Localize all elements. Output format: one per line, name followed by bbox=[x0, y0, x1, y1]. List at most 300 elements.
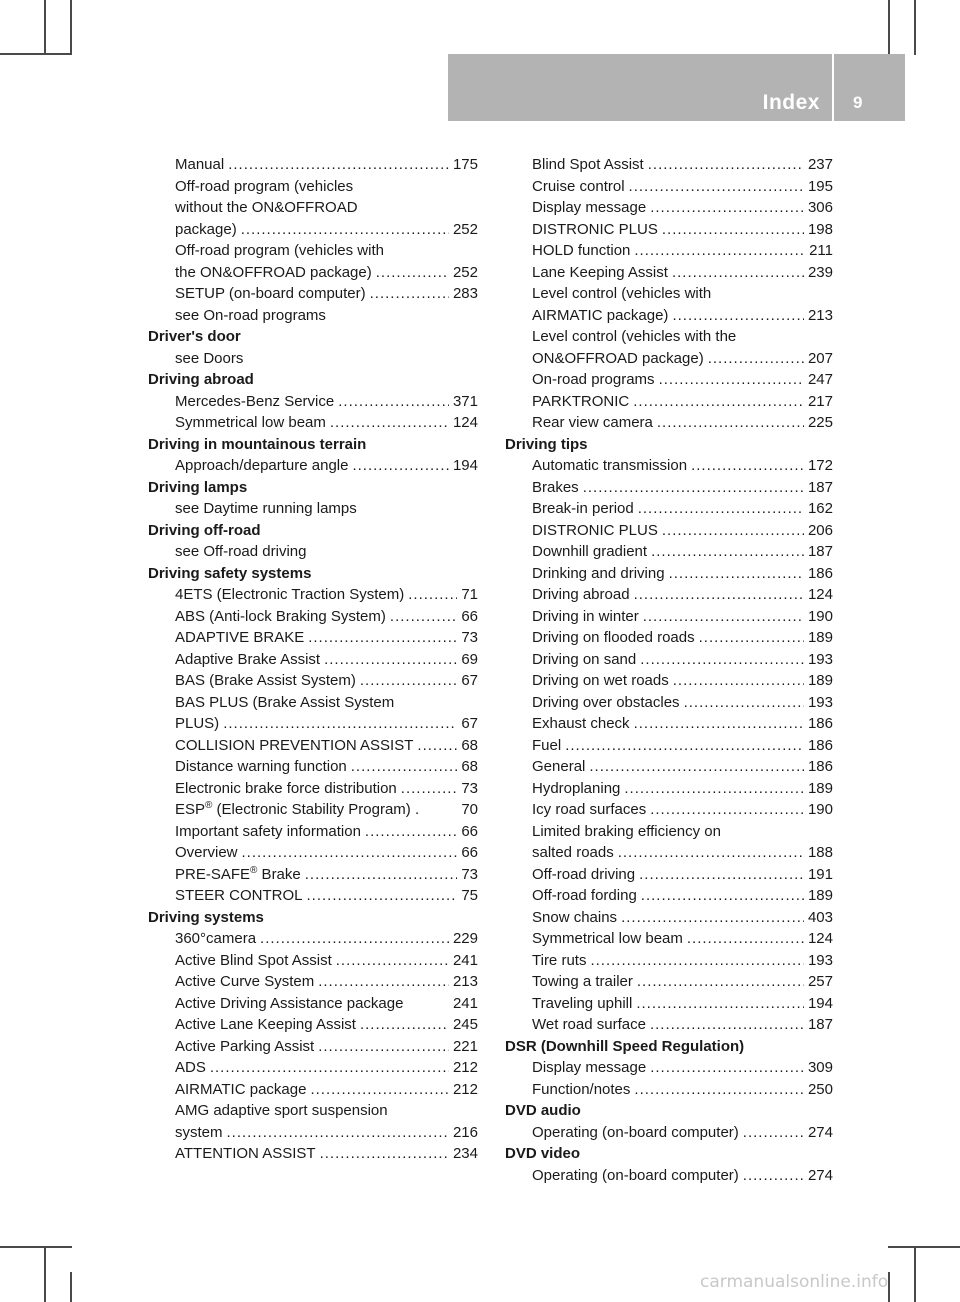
index-entry bbox=[148, 778, 478, 800]
index-entry bbox=[148, 262, 478, 284]
entry-label: Snow chains bbox=[532, 908, 618, 926]
index-entry bbox=[148, 606, 478, 628]
index-entry bbox=[148, 885, 478, 907]
dot-leader bbox=[637, 971, 804, 993]
index-entry bbox=[505, 864, 833, 886]
entry-page: 191 bbox=[807, 865, 833, 883]
entry-label: AIRMATIC package) bbox=[532, 306, 669, 324]
entry-page: 193 bbox=[807, 693, 833, 711]
entry-label: ABS (Anti-lock Braking System) bbox=[175, 607, 386, 625]
entry-label: Approach/departure angle bbox=[175, 457, 349, 474]
index-heading: Driving tips bbox=[505, 435, 588, 453]
entry-page: 187 bbox=[807, 1016, 833, 1033]
entry-label: ESP® (Electronic Stability Program) . bbox=[175, 800, 420, 818]
index-entry bbox=[505, 154, 833, 176]
dot-leader bbox=[634, 240, 805, 262]
entry-page: 306 bbox=[807, 199, 833, 216]
dot-leader bbox=[360, 1014, 449, 1036]
dot-leader bbox=[639, 864, 804, 886]
index-entry-text: Off-road program (vehicles bbox=[175, 177, 354, 195]
index-heading: Driving safety systems bbox=[148, 564, 312, 582]
entry-page: 252 bbox=[452, 263, 478, 281]
entry-label: Blind Spot Assist bbox=[532, 156, 644, 173]
entry-page: 75 bbox=[461, 887, 478, 904]
entry-label: Manual bbox=[175, 156, 225, 173]
dot-leader bbox=[589, 756, 804, 778]
dot-leader bbox=[651, 541, 804, 563]
entry-page: 239 bbox=[807, 263, 833, 281]
index-entry-text: Level control (vehicles with the bbox=[532, 328, 737, 345]
entry-page: 212 bbox=[452, 1059, 478, 1076]
index-entry bbox=[148, 799, 478, 821]
entry-label: Active Parking Assist bbox=[175, 1037, 315, 1055]
entry-label: General bbox=[532, 758, 586, 775]
entry-page: 194 bbox=[452, 457, 478, 474]
dot-leader bbox=[650, 1014, 804, 1036]
index-entry-text: see On-road programs bbox=[175, 306, 326, 324]
entry-label: Driving in winter bbox=[532, 607, 639, 625]
dot-leader bbox=[650, 1057, 804, 1079]
entry-label: 4ETS (Electronic Traction System) bbox=[175, 586, 405, 603]
entry-label: Break-in period bbox=[532, 500, 634, 517]
crop-mark bbox=[0, 53, 70, 55]
entry-label: Display message bbox=[532, 1059, 647, 1076]
dot-leader bbox=[657, 412, 804, 434]
index-entry bbox=[505, 584, 833, 606]
entry-page: 274 bbox=[807, 1123, 833, 1141]
index-entry bbox=[148, 971, 478, 993]
entry-page: 189 bbox=[807, 887, 833, 904]
index-entry-text: Level control (vehicles with bbox=[532, 285, 712, 302]
entry-label: Mercedes-Benz Service bbox=[175, 392, 335, 410]
dot-leader bbox=[583, 477, 804, 499]
index-entry-text: see Doors bbox=[175, 349, 244, 367]
index-entry-text: AMG adaptive sport suspension bbox=[175, 1102, 388, 1119]
entry-page: 187 bbox=[807, 478, 833, 496]
entry-label: 360°camera bbox=[175, 930, 257, 947]
entry-label: Wet road surface bbox=[532, 1016, 646, 1033]
index-entry bbox=[505, 262, 833, 284]
entry-page: 175 bbox=[452, 156, 478, 173]
entry-label: PARKTRONIC bbox=[532, 392, 630, 410]
index-entry bbox=[505, 928, 833, 950]
entry-page: 73 bbox=[461, 629, 478, 646]
crop-mark bbox=[914, 1246, 916, 1302]
entry-label: STEER CONTROL bbox=[175, 887, 303, 904]
dot-leader bbox=[336, 950, 449, 972]
crop-mark bbox=[44, 1246, 46, 1302]
entry-label: Towing a trailer bbox=[532, 973, 633, 990]
index-entry bbox=[505, 1165, 833, 1187]
index-heading: DVD video bbox=[505, 1145, 581, 1162]
entry-label: Driving over obstacles bbox=[532, 693, 680, 711]
entry-page: 241 bbox=[452, 951, 478, 969]
index-heading: Driving systems bbox=[148, 908, 264, 926]
entry-page: 257 bbox=[807, 973, 833, 990]
entry-label: Driving on flooded roads bbox=[532, 629, 695, 646]
index-entry bbox=[505, 477, 833, 499]
index-entry bbox=[505, 885, 833, 907]
dot-leader bbox=[260, 928, 449, 950]
entry-label: Electronic brake force distribution bbox=[175, 779, 397, 797]
entry-page: 190 bbox=[807, 607, 833, 625]
entry-label: Automatic transmission bbox=[532, 457, 688, 474]
dot-leader bbox=[634, 584, 804, 606]
entry-page: 403 bbox=[807, 908, 833, 926]
dot-leader bbox=[590, 950, 804, 972]
dot-leader bbox=[318, 971, 449, 993]
entry-page: 187 bbox=[807, 543, 833, 560]
entry-label: HOLD function bbox=[532, 242, 631, 259]
entry-page: 71 bbox=[461, 586, 478, 603]
index-entry bbox=[505, 670, 833, 692]
entry-page: 221 bbox=[452, 1037, 478, 1055]
entry-page: 70 bbox=[461, 801, 478, 818]
entry-label: Driving abroad bbox=[532, 586, 630, 603]
entry-label: DISTRONIC PLUS bbox=[532, 521, 658, 539]
index-entry bbox=[148, 1143, 478, 1165]
index-heading: Driver's door bbox=[148, 328, 241, 345]
index-entry bbox=[505, 778, 833, 800]
index-entry bbox=[148, 993, 478, 1015]
dot-leader bbox=[659, 369, 804, 391]
index-entry-text: without the ON&OFFROAD bbox=[175, 199, 358, 216]
page-number: 9 bbox=[853, 93, 863, 112]
entry-page: 237 bbox=[807, 156, 833, 173]
index-entry bbox=[505, 520, 833, 542]
entry-label: Driving on sand bbox=[532, 650, 637, 668]
index-entry bbox=[148, 455, 478, 477]
index-entry bbox=[505, 219, 833, 241]
index-entry bbox=[505, 1079, 833, 1101]
entry-page: 67 bbox=[461, 672, 478, 689]
index-entry bbox=[505, 692, 833, 714]
index-entry bbox=[505, 391, 833, 413]
dot-leader bbox=[633, 391, 804, 413]
index-entry bbox=[148, 1036, 478, 1058]
entry-page: 213 bbox=[452, 973, 478, 990]
entry-label: Hydroplaning bbox=[532, 779, 621, 797]
entry-page: 252 bbox=[452, 220, 478, 238]
dot-leader bbox=[634, 713, 804, 735]
entry-page: 66 bbox=[461, 844, 478, 861]
index-entry bbox=[505, 1122, 833, 1144]
index-column-right bbox=[505, 154, 833, 1186]
entry-page: 172 bbox=[807, 457, 833, 474]
dot-leader bbox=[417, 735, 457, 757]
section-title: Index bbox=[762, 91, 820, 114]
index-entry bbox=[505, 369, 833, 391]
index-entry bbox=[148, 412, 478, 434]
entry-label: Operating (on-board computer) bbox=[532, 1123, 739, 1141]
dot-leader bbox=[621, 907, 804, 929]
entry-label: Downhill gradient bbox=[532, 543, 648, 560]
dot-leader bbox=[638, 498, 804, 520]
watermark: carmanualsonline.info bbox=[700, 1272, 889, 1292]
entry-label: Driving on wet roads bbox=[532, 672, 669, 689]
entry-page: 234 bbox=[452, 1145, 478, 1162]
dot-leader bbox=[743, 1122, 804, 1144]
entry-page: 186 bbox=[807, 564, 833, 582]
entry-label: ADAPTIVE BRAKE bbox=[175, 629, 305, 646]
entry-label: Off-road driving bbox=[532, 865, 636, 883]
entry-page: 309 bbox=[807, 1059, 833, 1076]
crop-mark bbox=[70, 0, 72, 55]
entry-label: Drinking and driving bbox=[532, 564, 665, 582]
index-heading: Driving in mountainous terrain bbox=[148, 435, 367, 453]
dot-leader bbox=[310, 1079, 449, 1101]
dot-leader bbox=[650, 799, 804, 821]
dot-leader bbox=[338, 391, 449, 413]
index-entry bbox=[148, 219, 478, 241]
index-entry bbox=[505, 756, 833, 778]
entry-page: 217 bbox=[807, 392, 833, 410]
dot-leader bbox=[684, 692, 804, 714]
entry-page: 124 bbox=[807, 586, 833, 603]
entry-label: Icy road surfaces bbox=[532, 801, 647, 818]
entry-page: 245 bbox=[452, 1016, 478, 1033]
entry-page: 193 bbox=[807, 951, 833, 969]
entry-page: 247 bbox=[807, 371, 833, 388]
index-entry bbox=[148, 842, 478, 864]
entry-page: 73 bbox=[461, 779, 478, 797]
entry-page: 216 bbox=[452, 1123, 478, 1141]
dot-leader bbox=[699, 627, 804, 649]
crop-mark bbox=[0, 1246, 72, 1248]
entry-label: ATTENTION ASSIST bbox=[175, 1145, 316, 1162]
index-entry bbox=[148, 154, 478, 176]
dot-leader bbox=[629, 176, 804, 198]
index-entry bbox=[148, 1014, 478, 1036]
index-entry bbox=[148, 1079, 478, 1101]
entry-page: 73 bbox=[461, 865, 478, 883]
dot-leader bbox=[360, 670, 457, 692]
index-entry bbox=[505, 627, 833, 649]
entry-label: SETUP (on-board computer) bbox=[175, 285, 366, 302]
entry-label: PRE-SAFE® Brake bbox=[175, 864, 301, 883]
entry-page: 68 bbox=[461, 736, 478, 754]
entry-label: Tire ruts bbox=[532, 951, 587, 969]
dot-leader bbox=[365, 821, 457, 843]
crop-mark bbox=[888, 1246, 960, 1248]
index-entry bbox=[505, 412, 833, 434]
dot-leader bbox=[318, 1036, 449, 1058]
dot-leader bbox=[210, 1057, 449, 1079]
index-entry bbox=[505, 799, 833, 821]
index-entry bbox=[505, 541, 833, 563]
entry-label: Function/notes bbox=[532, 1080, 631, 1098]
index-entry bbox=[505, 176, 833, 198]
index-entry bbox=[148, 584, 478, 606]
index-entry bbox=[148, 950, 478, 972]
dot-leader bbox=[662, 219, 804, 241]
dot-leader bbox=[691, 455, 804, 477]
dot-leader bbox=[376, 262, 449, 284]
entry-label: Off-road fording bbox=[532, 887, 637, 904]
dot-leader bbox=[565, 735, 804, 757]
entry-page: 189 bbox=[807, 672, 833, 689]
index-entry bbox=[505, 498, 833, 520]
entry-label: Display message bbox=[532, 199, 647, 216]
entry-label: Traveling uphill bbox=[532, 994, 633, 1012]
entry-page: 66 bbox=[461, 607, 478, 625]
entry-label: Rear view camera bbox=[532, 414, 653, 431]
index-entry bbox=[505, 1057, 833, 1079]
entry-label: Cruise control bbox=[532, 177, 625, 195]
dot-leader bbox=[241, 219, 449, 241]
index-entry bbox=[505, 455, 833, 477]
entry-page: 212 bbox=[452, 1080, 478, 1098]
dot-leader bbox=[228, 154, 449, 176]
entry-label: BAS (Brake Assist System) bbox=[175, 672, 356, 689]
dot-leader bbox=[624, 778, 804, 800]
dot-leader bbox=[672, 305, 804, 327]
index-entry bbox=[148, 735, 478, 757]
entry-page: 194 bbox=[807, 994, 833, 1012]
dot-leader bbox=[743, 1165, 804, 1187]
entry-page: 274 bbox=[807, 1166, 833, 1184]
dot-leader bbox=[708, 348, 804, 370]
index-entry bbox=[148, 756, 478, 778]
entry-label: Operating (on-board computer) bbox=[532, 1166, 739, 1184]
entry-page: 186 bbox=[807, 758, 833, 775]
index-entry bbox=[505, 606, 833, 628]
dot-leader bbox=[324, 649, 457, 671]
dot-leader bbox=[643, 606, 804, 628]
entry-page: 186 bbox=[807, 715, 833, 732]
entry-label: Adaptive Brake Assist bbox=[175, 650, 321, 668]
dot-leader bbox=[408, 584, 457, 606]
index-entry bbox=[505, 842, 833, 864]
index-entry bbox=[505, 713, 833, 735]
index-entry bbox=[148, 391, 478, 413]
index-entry bbox=[148, 821, 478, 843]
index-entry-text: see Daytime running lamps bbox=[175, 500, 357, 517]
index-heading: Driving off-road bbox=[148, 521, 261, 539]
index-entry bbox=[505, 649, 833, 671]
entry-label: Brakes bbox=[532, 478, 579, 496]
index-entry-text: Off-road program (vehicles with bbox=[175, 242, 384, 259]
index-entry-text: Limited braking efficiency on bbox=[532, 822, 721, 840]
dot-leader bbox=[308, 627, 457, 649]
index-entry bbox=[148, 713, 478, 735]
dot-leader bbox=[618, 842, 804, 864]
index-entry-text: BAS PLUS (Brake Assist System bbox=[175, 693, 395, 711]
entry-page: 124 bbox=[452, 414, 478, 431]
entry-page: 193 bbox=[807, 650, 833, 668]
index-heading: Driving lamps bbox=[148, 478, 248, 496]
entry-label: DISTRONIC PLUS bbox=[532, 220, 658, 238]
entry-label: AIRMATIC package bbox=[175, 1080, 307, 1098]
entry-label: COLLISION PREVENTION ASSIST bbox=[175, 736, 414, 754]
index-heading: DSR (Downhill Speed Regulation) bbox=[505, 1037, 745, 1055]
entry-page: 189 bbox=[807, 779, 833, 797]
index-entry bbox=[148, 627, 478, 649]
entry-label: Lane Keeping Assist bbox=[532, 263, 668, 281]
entry-page: 124 bbox=[807, 930, 833, 947]
index-entry bbox=[505, 950, 833, 972]
entry-label: Active Driving Assistance package bbox=[175, 994, 404, 1012]
dot-leader bbox=[640, 649, 804, 671]
entry-label: Symmetrical low beam bbox=[532, 930, 683, 947]
entry-page: 188 bbox=[807, 844, 833, 861]
dot-leader bbox=[673, 670, 804, 692]
index-entry bbox=[505, 735, 833, 757]
dot-leader bbox=[320, 1143, 449, 1165]
dot-leader bbox=[648, 154, 804, 176]
index-column-left bbox=[148, 154, 478, 1165]
entry-label: Symmetrical low beam bbox=[175, 414, 326, 431]
entry-page: 198 bbox=[807, 220, 833, 238]
index-entry bbox=[148, 864, 478, 886]
entry-label: Overview bbox=[175, 844, 238, 861]
entry-label: ON&OFFROAD package) bbox=[532, 349, 704, 367]
dot-leader bbox=[641, 885, 804, 907]
entry-label: Active Blind Spot Assist bbox=[175, 951, 332, 969]
index-heading: Driving abroad bbox=[148, 371, 254, 388]
index-entry bbox=[148, 1122, 478, 1144]
entry-label: On-road programs bbox=[532, 371, 655, 388]
entry-page: 68 bbox=[461, 758, 478, 775]
dot-leader bbox=[242, 842, 458, 864]
index-entry bbox=[148, 283, 478, 305]
entry-label: system bbox=[175, 1123, 223, 1141]
index-entry bbox=[505, 348, 833, 370]
entry-page: 69 bbox=[461, 650, 478, 668]
crop-mark bbox=[914, 0, 916, 55]
entry-page: 206 bbox=[807, 521, 833, 539]
entry-label: the ON&OFFROAD package) bbox=[175, 263, 372, 281]
index-entry bbox=[505, 993, 833, 1015]
entry-label: Exhaust check bbox=[532, 715, 630, 732]
index-entry bbox=[505, 305, 833, 327]
index-entry bbox=[505, 563, 833, 585]
dot-leader bbox=[330, 412, 449, 434]
entry-label: Important safety information bbox=[175, 822, 361, 840]
index-entry bbox=[148, 670, 478, 692]
entry-page: 162 bbox=[807, 500, 833, 517]
entry-label: ADS bbox=[175, 1059, 206, 1076]
crop-mark bbox=[44, 0, 46, 55]
dot-leader bbox=[672, 262, 804, 284]
dot-leader bbox=[352, 455, 449, 477]
entry-page: 189 bbox=[807, 629, 833, 646]
entry-page: 225 bbox=[807, 414, 833, 431]
index-heading: DVD audio bbox=[505, 1102, 581, 1119]
index-entry bbox=[505, 240, 833, 262]
entry-label: salted roads bbox=[532, 844, 614, 861]
entry-page: 241 bbox=[452, 994, 478, 1012]
entry-page: 67 bbox=[461, 715, 478, 732]
header-divider bbox=[832, 54, 834, 121]
dot-leader bbox=[650, 197, 804, 219]
index-entry bbox=[505, 907, 833, 929]
dot-leader bbox=[636, 993, 804, 1015]
entry-label: Fuel bbox=[532, 736, 562, 754]
dot-leader bbox=[370, 283, 449, 305]
index-entry-text: see Off-road driving bbox=[175, 543, 307, 560]
dot-leader bbox=[305, 864, 458, 886]
entry-page: 250 bbox=[807, 1080, 833, 1098]
entry-page: 283 bbox=[452, 285, 478, 302]
dot-leader bbox=[307, 885, 458, 907]
dot-leader bbox=[227, 1122, 449, 1144]
crop-mark bbox=[888, 1272, 890, 1302]
entry-page: 371 bbox=[452, 392, 478, 410]
entry-page: 229 bbox=[452, 930, 478, 947]
dot-leader bbox=[390, 606, 457, 628]
dot-leader bbox=[669, 563, 804, 585]
